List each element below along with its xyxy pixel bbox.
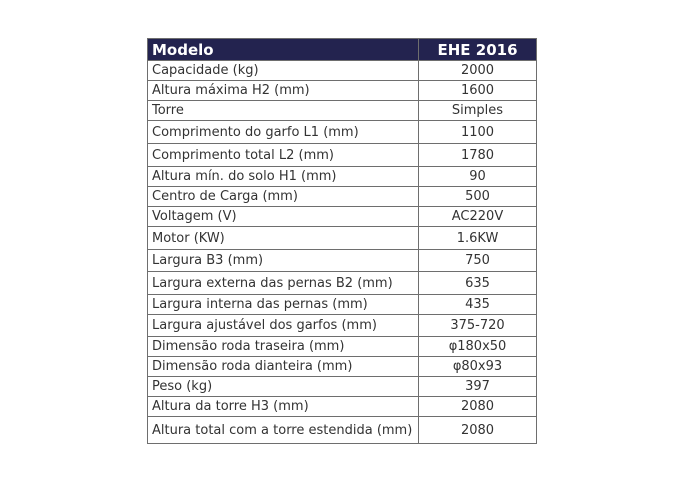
header-model-cell: EHE 2016: [419, 39, 537, 61]
table-row: [148, 227, 537, 250]
spec-label-cell: Altura da torre H3 (mm): [148, 397, 419, 417]
spec-label-cell: Comprimento do garfo L1 (mm): [148, 121, 419, 144]
table-row: [148, 144, 537, 167]
spec-value-cell: Simples: [419, 101, 537, 121]
spec-label-cell: Altura total com a torre estendida (mm): [148, 417, 419, 444]
spec-value-cell: 750: [419, 250, 537, 272]
header-label-cell: Modelo: [148, 39, 419, 61]
spec-label-cell: Altura máxima H2 (mm): [148, 81, 419, 101]
table-row: [148, 337, 537, 357]
spec-label-cell: Voltagem (V): [148, 207, 419, 227]
spec-value-cell: 2080: [419, 417, 537, 444]
spec-value-cell: 1.6KW: [419, 227, 537, 250]
table-row: [148, 121, 537, 144]
spec-value-cell: φ80x93: [419, 357, 537, 377]
spec-label-cell: Torre: [148, 101, 419, 121]
table-row: [148, 207, 537, 227]
table-row: [148, 357, 537, 377]
spec-value-cell: 90: [419, 167, 537, 187]
spec-value-cell: 635: [419, 272, 537, 295]
spec-value-cell: 2000: [419, 61, 537, 81]
table-row: [148, 187, 537, 207]
spec-label-cell: Largura B3 (mm): [148, 250, 419, 272]
table-row: [148, 272, 537, 295]
spec-value-cell: 1600: [419, 81, 537, 101]
spec-label-cell: Centro de Carga (mm): [148, 187, 419, 207]
spec-label-cell: Largura externa das pernas B2 (mm): [148, 272, 419, 295]
table-row: [148, 81, 537, 101]
table-row: [148, 417, 537, 444]
spec-value-cell: 1100: [419, 121, 537, 144]
spec-table-header: [148, 39, 537, 61]
spec-label-cell: Altura mín. do solo H1 (mm): [148, 167, 419, 187]
spec-value-cell: φ180x50: [419, 337, 537, 357]
header-row: [148, 39, 537, 61]
table-row: [148, 250, 537, 272]
spec-value-cell: 1780: [419, 144, 537, 167]
spec-label-cell: Dimensão roda traseira (mm): [148, 337, 419, 357]
table-row: [148, 61, 537, 81]
spec-label-cell: Peso (kg): [148, 377, 419, 397]
spec-value-cell: 375-720: [419, 315, 537, 337]
spec-value-cell: AC220V: [419, 207, 537, 227]
table-row: [148, 101, 537, 121]
table-row: [148, 315, 537, 337]
spec-label-cell: Largura ajustável dos garfos (mm): [148, 315, 419, 337]
table-row: [148, 377, 537, 397]
spec-table-body: [148, 61, 537, 444]
spec-value-cell: 2080: [419, 397, 537, 417]
spec-value-cell: 500: [419, 187, 537, 207]
spec-label-cell: Comprimento total L2 (mm): [148, 144, 419, 167]
table-row: [148, 295, 537, 315]
spec-label-cell: Largura interna das pernas (mm): [148, 295, 419, 315]
table-row: [148, 167, 537, 187]
spec-label-cell: Motor (KW): [148, 227, 419, 250]
spec-label-cell: Dimensão roda dianteira (mm): [148, 357, 419, 377]
table-row: [148, 397, 537, 417]
spec-table: [147, 38, 537, 444]
spec-value-cell: 435: [419, 295, 537, 315]
spec-label-cell: Capacidade (kg): [148, 61, 419, 81]
spec-value-cell: 397: [419, 377, 537, 397]
